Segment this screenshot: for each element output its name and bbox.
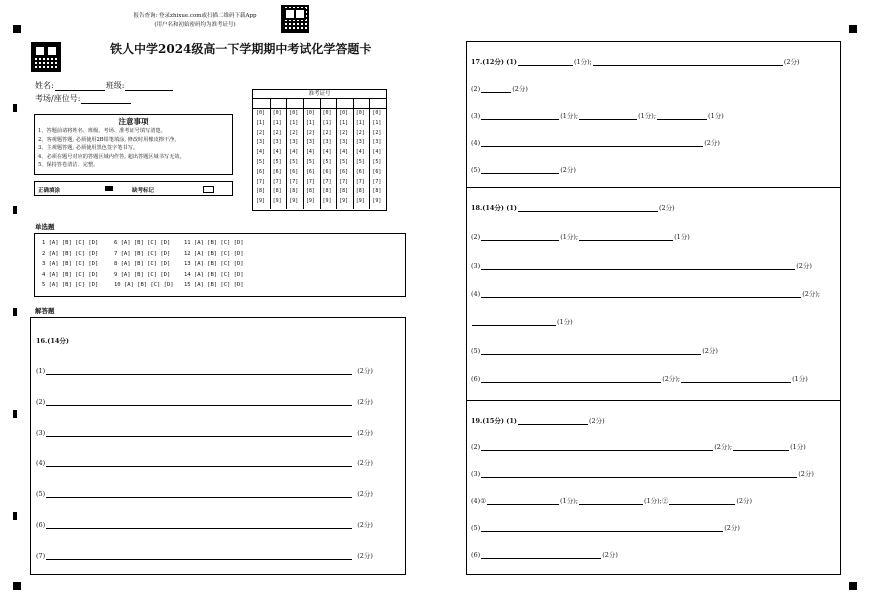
q19-2b-answer[interactable] <box>733 443 789 451</box>
q19-1-answer[interactable] <box>518 417 588 425</box>
exam-id-digit-bubble[interactable]: [6] <box>289 168 299 175</box>
q18-line-3 <box>471 261 812 270</box>
q16-line-score: (2分) <box>357 397 373 406</box>
exam-id-digit-bubble[interactable]: [7] <box>256 178 266 185</box>
exam-id-column-divider <box>303 99 304 209</box>
exam-id-digit-bubble[interactable]: [7] <box>322 178 332 185</box>
q18-6a-answer[interactable] <box>481 375 661 383</box>
notes-item: 4、必须在题号对应的答题区域内作答, 超出答题区域书写无效。 <box>38 153 185 160</box>
room-field[interactable] <box>81 94 131 104</box>
exam-id-digit-bubble[interactable]: [8] <box>372 188 382 195</box>
exam-id-digit-bubble[interactable]: [1] <box>339 119 349 126</box>
q18-2a-score: (1分); <box>560 233 579 241</box>
q18-2b-score: (1分) <box>674 233 690 241</box>
q18-line-4 <box>471 289 820 298</box>
exam-id-digit-bubble[interactable]: [2] <box>289 129 299 136</box>
room-row <box>35 93 132 104</box>
q18-4-label: (4) <box>471 290 481 298</box>
q17-line-5 <box>471 165 576 174</box>
mc-answer-box <box>34 233 406 297</box>
q16-line-score: (2分) <box>357 521 373 529</box>
exam-id-digit-bubble[interactable]: [5] <box>355 159 365 165</box>
q17-1a-answer[interactable] <box>518 58 573 66</box>
q17-3c-score: (1分) <box>708 112 724 120</box>
q18-3-label: (3) <box>471 262 481 270</box>
absent-mark-box[interactable] <box>203 186 214 193</box>
exam-id-digit-bubble[interactable]: [1] <box>272 119 282 126</box>
q19-4b-score: (1分);② <box>643 497 669 505</box>
q18-q19-divider <box>467 400 840 401</box>
q17-2-score: (2分) <box>512 85 528 93</box>
q18-5-label: (5) <box>471 347 481 355</box>
exam-id-digit-bubble[interactable]: [8] <box>272 188 282 195</box>
timing-mark <box>13 512 17 520</box>
report-notice-line1: 报告查询: 登录zhixue.com或扫描二维码下载App <box>133 13 257 19</box>
exam-id-digit-bubble[interactable]: [4] <box>339 149 349 156</box>
exam-id-digit-bubble[interactable]: [2] <box>322 129 332 136</box>
exam-id-digit-bubble[interactable]: [3] <box>272 139 282 146</box>
mc-question-bubbles[interactable]: 9 [A] [B] [C] [D] <box>114 271 171 278</box>
room-label: 考场/座位号: <box>35 94 81 103</box>
exam-id-grid <box>252 89 387 211</box>
notes-item: 3、主观题答题, 必须使用黑色签字笔书写。 <box>38 145 138 152</box>
exam-id-digit-bubble[interactable]: [6] <box>322 168 332 175</box>
q18-line-6 <box>471 374 808 383</box>
exam-id-column-divider <box>353 99 354 209</box>
exam-id-digit-bubble[interactable]: [6] <box>372 168 382 175</box>
q18-2b-answer[interactable] <box>579 233 673 241</box>
mc-question-bubbles[interactable]: 2 [A] [B] [C] [D] <box>42 250 99 257</box>
q16-line-label: (5) <box>36 490 46 499</box>
mc-question-bubbles[interactable]: 12 [A] [B] [C] [D] <box>184 250 244 257</box>
corner-mark <box>849 25 857 33</box>
timing-mark <box>13 206 17 214</box>
q18-2a-answer[interactable] <box>481 233 559 241</box>
q17-line-2 <box>471 84 528 93</box>
q18-1-answer[interactable] <box>518 204 658 212</box>
q19-2-label: (2) <box>471 443 481 451</box>
exam-id-digit-bubble[interactable]: [7] <box>305 178 315 185</box>
q18-6b-answer[interactable] <box>681 375 791 383</box>
exam-id-digit-bubble[interactable]: [0] <box>339 110 349 116</box>
timing-mark <box>13 104 17 112</box>
exam-id-column-divider <box>286 99 287 209</box>
q19-2a-answer[interactable] <box>481 443 713 451</box>
q16-answer-field[interactable] <box>46 552 352 560</box>
q17-4-label: (4) <box>471 139 481 147</box>
mc-question-bubbles[interactable]: 1 [A] [B] [C] [D] <box>42 240 99 246</box>
exam-id-digit-bubble[interactable]: [0] <box>372 110 382 116</box>
q19-4a-answer[interactable] <box>487 497 559 505</box>
mc-question-bubbles[interactable]: 5 [A] [B] [C] [D] <box>42 282 99 288</box>
exam-id-digit-bubble[interactable]: [7] <box>372 178 382 185</box>
corner-mark <box>13 25 21 33</box>
exam-id-digit-bubble[interactable]: [2] <box>372 129 382 136</box>
q18-1-score: (2分) <box>658 204 675 212</box>
q18-4b-answer[interactable] <box>472 318 556 326</box>
q19-line-2 <box>471 442 806 451</box>
correct-fill-sample <box>105 186 113 191</box>
q17-2-answer[interactable] <box>481 85 511 93</box>
exam-id-digit-bubble[interactable]: [5] <box>339 159 349 165</box>
exam-id-digit-bubble[interactable]: [6] <box>272 168 282 175</box>
q16-line-label: (1) <box>36 367 46 375</box>
exam-id-digit-bubble[interactable]: [3] <box>322 139 332 146</box>
exam-id-digit-bubble[interactable]: [9] <box>305 198 315 205</box>
q19-4c-answer[interactable] <box>669 497 735 505</box>
exam-id-digit-bubble[interactable]: [5] <box>305 159 315 165</box>
q16-answer-field[interactable] <box>46 459 352 467</box>
right-answer-panel <box>466 41 841 575</box>
q19-line-1 <box>471 416 605 425</box>
mc-question-bubbles[interactable]: 7 [A] [B] [C] [D] <box>114 250 171 257</box>
exam-id-digit-bubble[interactable]: [6] <box>305 168 315 175</box>
exam-id-digit-bubble[interactable]: [1] <box>256 119 266 126</box>
page-title: 铁人中学2024级高一下学期期中考试化学答题卡 <box>110 42 372 56</box>
exam-id-digit-bubble[interactable]: [4] <box>272 149 282 156</box>
qr-code-icon <box>31 42 61 72</box>
q17-1a-score: (1分); <box>573 58 592 66</box>
exam-id-digit-bubble[interactable]: [3] <box>305 139 315 146</box>
corner-mark <box>849 582 857 590</box>
q17-3a-score: (1分); <box>560 112 579 120</box>
name-label: 姓名: <box>35 81 54 90</box>
q17-3b-answer[interactable] <box>579 112 637 120</box>
exam-id-digit-bubble[interactable]: [9] <box>272 198 282 205</box>
exam-id-digit-bubble[interactable]: [9] <box>372 198 382 205</box>
q17-line-1 <box>471 57 800 66</box>
q17-heading: 17.(12分) (1) <box>471 58 517 66</box>
class-label: 班级: <box>105 81 125 90</box>
q18-line-2 <box>471 232 690 241</box>
q19-5-label: (5) <box>471 524 481 532</box>
q17-line-3 <box>471 111 724 120</box>
q17-q18-divider <box>467 187 840 188</box>
q16-answer-field[interactable] <box>46 367 352 375</box>
q16-line-score: (2分) <box>357 490 373 499</box>
exam-id-digit-bubble[interactable]: [0] <box>322 110 332 116</box>
qr-code-icon <box>281 5 309 33</box>
exam-id-digit-bubble[interactable]: [2] <box>305 129 315 136</box>
q18-3-answer[interactable] <box>481 262 795 270</box>
exam-id-column-divider <box>270 99 271 209</box>
exam-id-digit-bubble[interactable]: [1] <box>305 119 315 126</box>
exam-id-digit-bubble[interactable]: [2] <box>355 129 365 136</box>
exam-id-digit-bubble[interactable]: [1] <box>355 119 365 126</box>
q18-4b-score: (1分) <box>557 318 573 326</box>
q16-line-score: (2分) <box>357 551 373 560</box>
q19-4a-score: (1分); <box>560 497 578 505</box>
exam-id-digit-bubble[interactable]: [5] <box>256 159 266 165</box>
q18-4a-answer[interactable] <box>481 290 801 298</box>
notes-list <box>35 127 232 170</box>
report-notice-line2: (用户名和初始密码均为准考证号) <box>154 22 236 28</box>
q16-answer-line <box>36 489 373 498</box>
mc-section-title: 单选题 <box>35 223 55 231</box>
exam-id-digit-bubble[interactable]: [0] <box>272 110 282 116</box>
exam-id-digit-bubble[interactable]: [7] <box>355 178 365 185</box>
exam-id-digit-bubble[interactable]: [7] <box>339 178 349 185</box>
q16-answer-field[interactable] <box>46 398 352 406</box>
exam-id-digit-bubble[interactable]: [8] <box>256 188 266 195</box>
exam-id-digit-bubble[interactable]: [0] <box>289 110 299 116</box>
exam-id-digit-bubble[interactable]: [3] <box>355 139 365 146</box>
q18-5-score: (2分) <box>702 347 718 355</box>
q16-answer-line <box>36 551 373 560</box>
mc-question-bubbles[interactable]: 14 [A] [B] [C] [D] <box>184 271 244 278</box>
exam-id-digit-bubble[interactable]: [9] <box>256 198 266 205</box>
exam-id-digit-bubble[interactable]: [4] <box>372 149 382 156</box>
exam-id-digit-bubble[interactable]: [0] <box>305 110 315 116</box>
exam-id-digit-bubble[interactable]: [1] <box>372 119 382 126</box>
exam-id-digit-grid <box>253 109 386 209</box>
exam-id-digit-bubble[interactable]: [5] <box>289 159 299 165</box>
exam-id-digit-bubble[interactable]: [8] <box>339 188 349 195</box>
q19-2b-score: (1分) <box>790 443 806 451</box>
q19-3-answer[interactable] <box>481 470 797 478</box>
q18-3-score: (2分) <box>796 262 812 270</box>
exam-id-digit-bubble[interactable]: [8] <box>305 188 315 195</box>
exam-id-digit-bubble[interactable]: [7] <box>272 178 282 185</box>
q19-3-score: (2分) <box>798 470 814 478</box>
exam-id-digit-bubble[interactable]: [2] <box>339 129 349 136</box>
exam-id-digit-bubble[interactable]: [3] <box>289 139 299 146</box>
q18-heading: 18.(14分) (1) <box>471 204 517 212</box>
exam-id-digit-bubble[interactable]: [6] <box>355 168 365 175</box>
exam-id-digit-bubble[interactable]: [3] <box>256 139 266 146</box>
exam-id-digit-bubble[interactable]: [1] <box>289 119 299 126</box>
exam-id-column-divider <box>369 99 370 209</box>
exam-id-digit-bubble[interactable]: [9] <box>289 198 299 205</box>
q19-6-label: (6) <box>471 551 481 559</box>
q19-4b-answer[interactable] <box>579 497 643 505</box>
q17-3b-score: (1分); <box>638 112 657 120</box>
q16-box <box>30 317 406 575</box>
q17-4-answer[interactable] <box>481 139 703 147</box>
exam-id-digit-bubble[interactable]: [5] <box>272 159 282 165</box>
exam-id-digit-bubble[interactable]: [8] <box>289 188 299 195</box>
q19-1-score: (2分) <box>588 417 605 425</box>
q19-2a-score: (2分); <box>714 443 733 451</box>
q17-5-score: (2分) <box>560 166 576 174</box>
exam-id-digit-bubble[interactable]: [4] <box>355 149 365 156</box>
q19-line-3 <box>471 469 814 478</box>
mc-question-bubbles[interactable]: 3 [A] [B] [C] [D] <box>42 261 99 267</box>
q16-line-score: (2分) <box>357 367 373 375</box>
q19-6-score: (2分) <box>602 551 618 559</box>
exam-id-digit-bubble[interactable]: [0] <box>355 110 365 116</box>
absent-mark-label: 缺考标记 <box>132 188 155 194</box>
notes-item: 5、保持答卷清洁、完整。 <box>38 162 99 169</box>
q16-answer-line <box>36 366 373 375</box>
exam-id-digit-bubble[interactable]: [3] <box>339 139 349 146</box>
q16-line-label: (2) <box>36 397 46 406</box>
q16-answer-field[interactable] <box>46 521 352 529</box>
q16-answer-line <box>36 520 373 529</box>
q18-4a-score: (2分); <box>802 290 821 298</box>
exam-id-digit-bubble[interactable]: [2] <box>256 129 266 136</box>
exam-id-digit-bubble[interactable]: [4] <box>256 149 266 156</box>
q17-line-4 <box>471 138 720 147</box>
q16-line-label: (7) <box>36 551 46 560</box>
q18-6b-score: (1分) <box>792 375 808 383</box>
notes-title: 注意事项 <box>118 117 149 126</box>
q16-answer-line <box>36 458 373 467</box>
q19-5-answer[interactable] <box>481 524 723 532</box>
timing-mark <box>13 308 17 316</box>
exam-id-digit-bubble[interactable]: [5] <box>322 159 332 165</box>
mc-question-bubbles[interactable]: 4 [A] [B] [C] [D] <box>42 271 99 278</box>
exam-id-column-divider <box>336 99 337 209</box>
class-field[interactable] <box>125 81 173 91</box>
q18-6-label: (6) <box>471 375 481 383</box>
exam-id-digit-bubble[interactable]: [4] <box>305 149 315 156</box>
exam-id-digit-bubble[interactable]: [1] <box>322 119 332 126</box>
exam-id-column-divider <box>320 99 321 209</box>
q16-line-score: (2分) <box>357 428 373 437</box>
q16-answer-line <box>36 397 373 406</box>
exam-id-digit-bubble[interactable]: [4] <box>322 149 332 156</box>
exam-id-digit-bubble[interactable]: [0] <box>256 110 266 116</box>
exam-id-digit-bubble[interactable]: [9] <box>339 198 349 205</box>
q17-3a-answer[interactable] <box>481 112 559 120</box>
q16-line-label: (4) <box>36 459 46 468</box>
exam-id-digit-bubble[interactable]: [6] <box>339 168 349 175</box>
q16-line-score: (2分) <box>357 459 373 468</box>
q18-line-5 <box>471 346 718 355</box>
name-class-row <box>35 80 174 91</box>
exam-id-digit-bubble[interactable]: [9] <box>355 198 365 205</box>
exam-id-digit-bubble[interactable]: [8] <box>355 188 365 195</box>
q19-4c-score: (2分) <box>736 497 753 505</box>
notes-item: 2、客观题答题, 必须使用2B铅笔填涂, 修改时用橡皮擦干净。 <box>38 136 180 143</box>
q19-line-5 <box>471 523 740 532</box>
q17-4-score: (2分) <box>704 139 720 147</box>
name-field[interactable] <box>55 81 105 91</box>
exam-id-digit-bubble[interactable]: [3] <box>372 139 382 146</box>
q18-2-label: (2) <box>471 233 481 241</box>
notes-item: 1、答题前请将姓名、班级、考场、准考证号填写清楚。 <box>38 128 166 134</box>
exam-id-digit-bubble[interactable]: [4] <box>289 149 299 156</box>
mc-question-bubbles[interactable]: 11 [A] [B] [C] [D] <box>184 240 244 246</box>
exam-id-digit-bubble[interactable]: [7] <box>289 178 299 185</box>
exam-id-digit-bubble[interactable]: [2] <box>272 129 282 136</box>
report-notice <box>120 12 270 30</box>
q16-answer-line <box>36 428 373 437</box>
q16-answer-field[interactable] <box>46 490 352 498</box>
q19-line-4 <box>471 496 752 505</box>
q19-line-6 <box>471 550 618 559</box>
exam-id-title: 准考证号 <box>253 90 386 99</box>
exam-id-digit-bubble[interactable]: [5] <box>372 159 382 165</box>
q19-heading: 19.(15分) (1) <box>471 417 517 425</box>
q19-5-score: (2分) <box>724 524 740 532</box>
exam-id-digit-bubble[interactable]: [8] <box>322 188 332 195</box>
q19-4-label: (4)① <box>471 497 487 505</box>
q16-line-label: (6) <box>36 521 46 529</box>
exam-id-digit-bubble[interactable]: [6] <box>256 168 266 175</box>
answer-section-title: 解答题 <box>35 307 55 315</box>
q16-heading: 16.(14分) <box>36 337 70 345</box>
timing-mark <box>13 410 17 418</box>
q18-6a-score: (2分); <box>662 375 681 383</box>
mc-question-bubbles[interactable]: 6 [A] [B] [C] [D] <box>114 240 171 246</box>
q17-3-label: (3) <box>471 112 481 120</box>
q17-2-label: (2) <box>471 85 481 93</box>
q17-5-label: (5) <box>471 166 481 174</box>
q18-line-1 <box>471 203 675 212</box>
q19-3-label: (3) <box>471 470 481 478</box>
mc-question-bubbles[interactable]: 10 [A] [B] [C] [D] <box>114 282 174 288</box>
notes-box <box>34 114 233 175</box>
q16-line-label: (3) <box>36 428 46 437</box>
q17-1b-answer[interactable] <box>593 58 783 66</box>
corner-mark <box>13 582 21 590</box>
correct-fill-label: 正确填涂 <box>38 188 61 194</box>
q16-answer-field[interactable] <box>46 429 352 437</box>
q17-1b-score: (2分) <box>783 58 800 66</box>
fill-example-box <box>34 181 233 196</box>
mc-question-bubbles[interactable]: 15 [A] [B] [C] [D] <box>184 282 244 288</box>
exam-id-digit-bubble[interactable]: [9] <box>322 198 332 205</box>
q18-5-answer[interactable] <box>481 347 701 355</box>
mc-question-bubbles[interactable]: 8 [A] [B] [C] [D] <box>114 261 171 267</box>
q17-3c-answer[interactable] <box>657 112 707 120</box>
q17-5-answer[interactable] <box>481 166 559 174</box>
mc-question-bubbles[interactable]: 13 [A] [B] [C] [D] <box>184 261 244 267</box>
q19-6-answer[interactable] <box>481 551 601 559</box>
q18-line-4b <box>471 317 573 326</box>
